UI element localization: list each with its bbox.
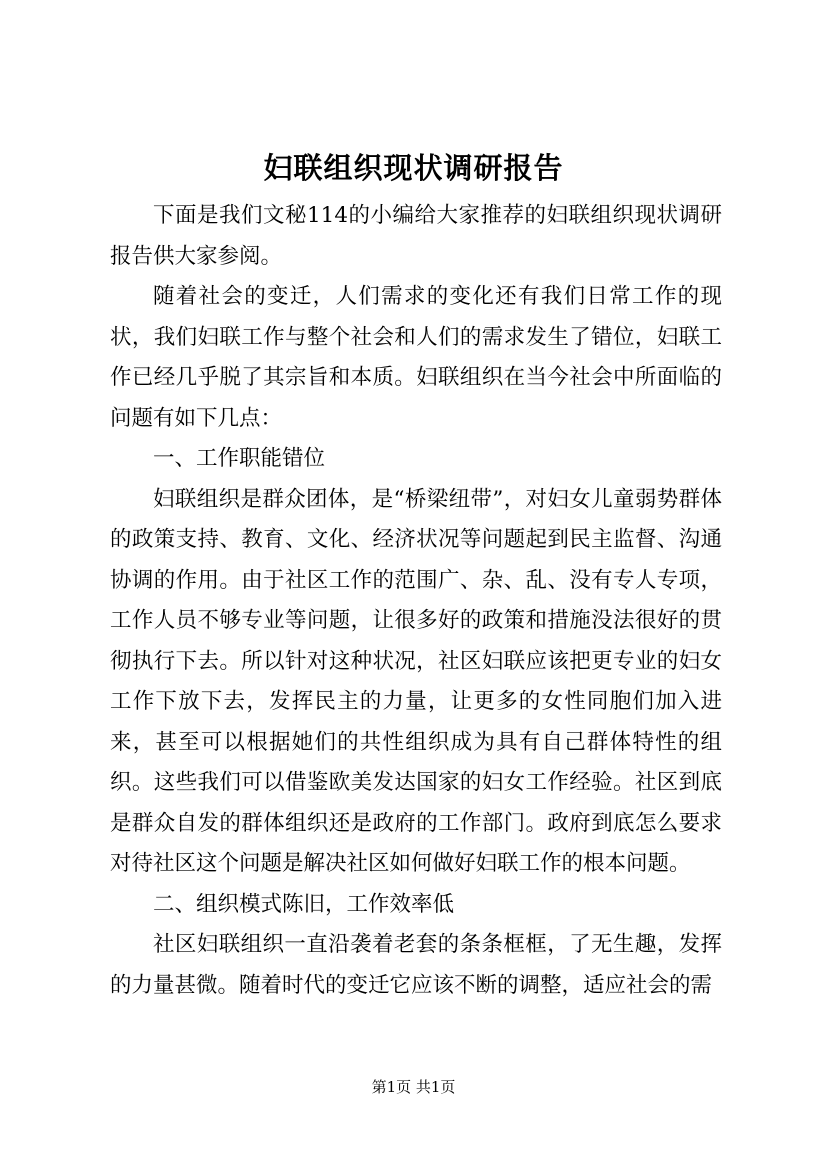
document-title: 妇联组织现状调研报告 (263, 151, 564, 185)
paragraph-section-2: 社区妇联组织一直沿袭着老套的条条框框，了无生趣，发挥的力量甚微。随着时代的变迁它应该不断的调整，适应社会的需 (110, 932, 722, 998)
paragraph-section-1: 妇联组织是群众团体，是“桥梁纽带”，对妇女儿童弱势群体的政策支持、教育、文化、经济状况等问题起到民主监督、沟通协调的作用。由于社区工作的范围广、杂、乱、没有专人专项，工作人员不够专业等问题，让很多好的政策和措施没法很好的贯彻执行下去。所以针对这种状况，社区妇联应该把更专业的妇女工作下放下去，发挥民主的力量，让更多的女性同胞们加入进来，甚至可以根据她们的共性组织成为具有自己群体特性的组织。这些我们可以借鉴欧美发达国家的妇女工作经验。社区到底是群众自发的群体组织还是政府的工作部门。政府到底怎么要求对待社区这个问题是解决社区如何做好妇联工作的根本问题。 (110, 486, 722, 876)
document-body (110, 196, 722, 1006)
page-number-footer: 第1页 共1页 (371, 1078, 456, 1096)
section-heading-2: 二、组织模式陈旧，工作效率低 (153, 891, 455, 917)
paragraph-background: 随着社会的变迁，人们需求的变化还有我们日常工作的现状，我们妇联工作与整个社会和人们的需求发生了错位，妇联工作已经几乎脱了其宗旨和本质。妇联组织在当今社会中所面临的问题有如下几点： (110, 284, 722, 431)
section-heading-1: 一、工作职能错位 (153, 446, 326, 471)
paragraph-intro: 下面是我们文秘114的小编给大家推荐的妇联组织现状调研报告供大家参阅。 (110, 203, 722, 269)
